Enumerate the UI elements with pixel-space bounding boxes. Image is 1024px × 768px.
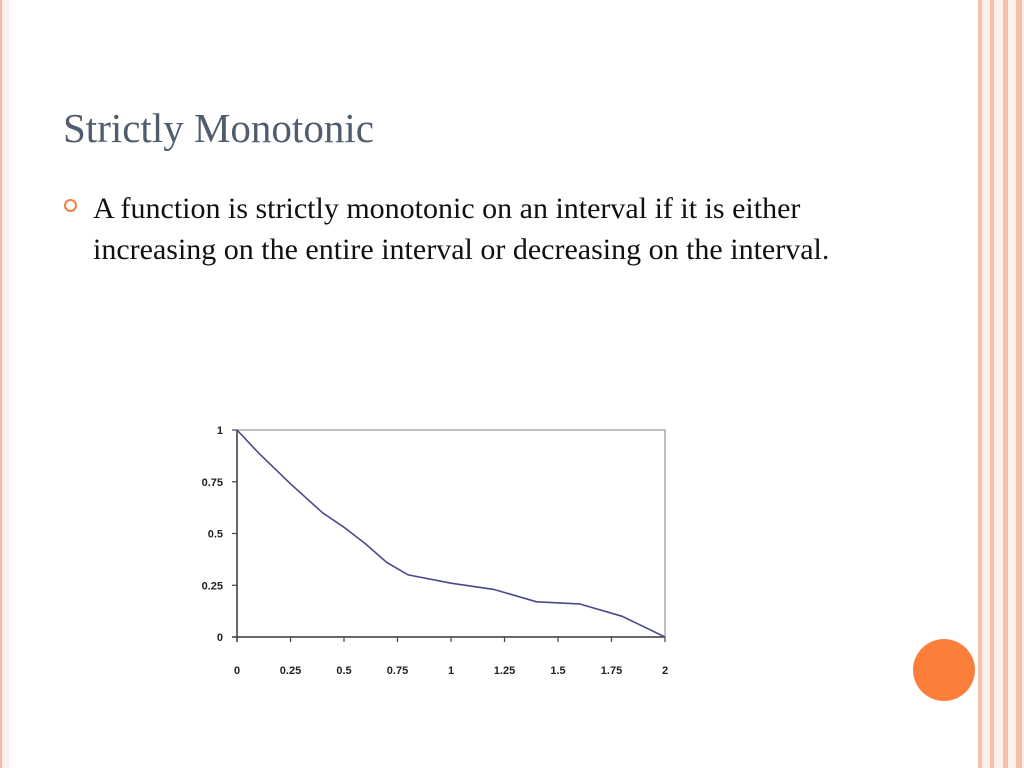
x-tick-label: 0 — [233, 665, 241, 677]
line-chart — [180, 415, 675, 690]
y-tick-label: 0.5 — [207, 528, 223, 541]
right-edge-stripe — [990, 0, 994, 768]
right-edge-stripe — [1003, 0, 1008, 768]
right-edge-stripe — [978, 0, 982, 768]
y-tick-label: 0.75 — [201, 476, 223, 489]
bullet-circle-icon — [64, 199, 77, 212]
x-tick-label: 2 — [661, 665, 669, 677]
x-tick-label: 0.75 — [386, 665, 409, 677]
bullet-text: A function is strictly monotonic on an interval if it is either increasing on the entire interval or decreasing on the interval. — [93, 192, 830, 266]
decorative-orange-circle — [913, 639, 975, 701]
x-tick-label: 1 — [447, 665, 455, 677]
x-tick-label: 1.5 — [550, 665, 566, 677]
slide-title: Strictly Monotonic — [63, 105, 374, 151]
x-tick-label: 0.25 — [279, 665, 302, 677]
plot-area-frame — [237, 430, 665, 637]
y-tick-label: 0 — [216, 632, 223, 644]
left-edge-stripe — [0, 0, 2, 768]
right-edge-stripe — [1016, 0, 1022, 768]
x-tick-label: 1.75 — [600, 665, 623, 677]
bullet-item — [64, 188, 864, 270]
x-tick-label: 0.5 — [336, 665, 352, 677]
y-tick-label: 1 — [216, 425, 223, 437]
x-tick-label: 1.25 — [493, 665, 516, 677]
series-line — [237, 430, 665, 637]
y-tick-label: 0.25 — [201, 580, 223, 593]
